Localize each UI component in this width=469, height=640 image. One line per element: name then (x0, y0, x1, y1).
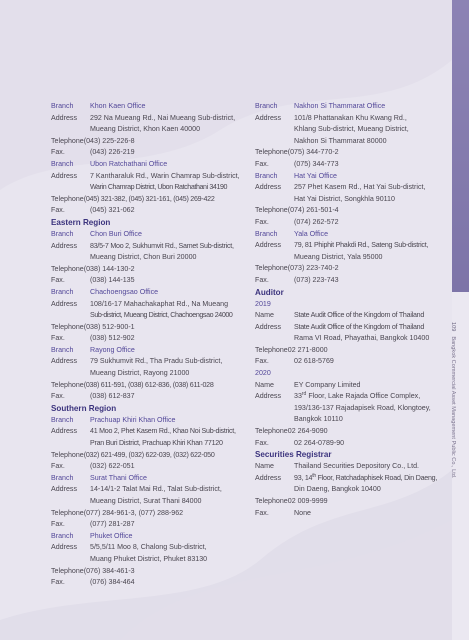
branch-name: Chachoengsao Office (90, 287, 159, 296)
telephone-row (255, 147, 447, 159)
name-row (255, 461, 447, 473)
address-label: Address (255, 392, 282, 401)
address-line: Khlang Sub-district, Mueang District, (294, 125, 409, 134)
telephone-value: (043) 225-226-8 (83, 136, 135, 145)
address-line: 193/136-137 Rajadapisek Road, Klongtoey, (294, 403, 431, 412)
telephone-row (51, 380, 248, 392)
branch-label: Branch (51, 287, 74, 296)
address-line: 41 Moo 2, Phet Kasem Rd., Khao Noi Sub-district, (90, 427, 236, 436)
branch-name: Ubon Ratchathani Office (90, 159, 168, 168)
address-row (51, 171, 248, 183)
fax-value: (073) 223-743 (294, 275, 339, 284)
address-row (51, 368, 248, 380)
address-line: Mueang District, Yala 95000 (294, 252, 383, 261)
telephone-label: Telephone (255, 427, 288, 436)
address-row (51, 252, 248, 264)
address-row (51, 554, 248, 566)
telephone-row (51, 264, 248, 276)
branch-name: Surat Thani Office (90, 473, 147, 482)
address-line: Nakhon Si Thammarat 80000 (294, 136, 387, 145)
telephone-label: Telephone (51, 194, 84, 203)
branch-row (51, 101, 248, 113)
address-row (51, 299, 248, 311)
address-label: Address (51, 357, 78, 366)
address-text: Floor, Lake Rajada Office Complex, (306, 392, 421, 401)
address-line: 79, 81 Phiphit Phakdi Rd., Sateng Sub-district, (294, 241, 429, 250)
telephone-label: Telephone (51, 322, 84, 331)
address-line: Mueang District, Rayong 21000 (90, 369, 190, 378)
telephone-label: Telephone (51, 264, 84, 273)
telephone-value: 02 264-9090 (287, 427, 328, 436)
telephone-value: (073) 223-740-2 (287, 264, 339, 273)
address-line: 83/5-7 Moo 2, Sukhumvit Rd., Samet Sub-district, (90, 241, 234, 250)
fax-label: Fax. (255, 508, 269, 517)
name-row (255, 310, 447, 322)
company-name: Bangkok Commercial Asset Management Public Co., Ltd. (450, 336, 456, 479)
branch-name: Chon Buri Office (90, 229, 142, 238)
address-line: Mueang District, Surat Thani 84000 (90, 497, 202, 505)
address-line: Hat Yai District, Songkhla 90110 (294, 194, 395, 203)
address-line: 292 Na Mueang Rd., Nai Mueang Sub-district, (90, 113, 236, 122)
address-row (255, 333, 447, 345)
address-line: Warin Chamrap District, Ubon Ratchathani 34190 (90, 183, 228, 192)
telephone-row (51, 322, 248, 334)
telephone-label: Telephone (255, 345, 288, 354)
address-row (255, 403, 447, 415)
address-label: Address (51, 485, 78, 494)
telephone-label: Telephone (255, 264, 288, 273)
fax-row (51, 577, 248, 589)
address-label: Address (255, 183, 282, 192)
telephone-label: Telephone (255, 497, 288, 505)
fax-label: Fax. (51, 334, 65, 343)
address-line: Pran Buri District, Prachuap Khiri Khan 77120 (90, 439, 223, 448)
address-label: Address (51, 113, 78, 122)
fax-value: (038) 612-837 (90, 392, 135, 401)
address-row (255, 136, 447, 148)
fax-value: (076) 384-464 (90, 578, 135, 587)
address-label: Address (255, 241, 282, 250)
branch-row (51, 415, 248, 427)
branch-row (255, 171, 447, 183)
address-label: Address (51, 543, 78, 552)
branch-row (255, 229, 447, 241)
fax-label: Fax. (51, 578, 65, 587)
address-row (51, 182, 248, 194)
telephone-label: Telephone (51, 508, 84, 517)
telephone-value: (076) 384-461-3 (83, 566, 135, 575)
address-line: Din Daeng, Bangkok 10400 (294, 485, 381, 494)
branch-row (51, 287, 248, 299)
branch-name: Prachuap Khiri Khan Office (90, 415, 176, 424)
branch-row (255, 101, 447, 113)
telephone-label: Telephone (51, 450, 84, 459)
address-line: 257 Phet Kasem Rd., Hat Yai Sub-district, (294, 183, 426, 192)
branch-name: Yala Office (294, 229, 329, 238)
branch-label: Branch (51, 473, 74, 482)
fax-row (51, 461, 248, 473)
fax-value: (074) 262-572 (294, 217, 339, 226)
address-row (255, 473, 447, 485)
address-text: Floor, Ratchadaphisek Road, Din Daeng, (315, 473, 438, 482)
name-value: EY Company Limited (294, 380, 361, 389)
address-line: Mueang District, Khon Kaen 40000 (90, 125, 201, 134)
fax-label: Fax. (255, 438, 269, 447)
year-label: 2019 (255, 299, 271, 308)
telephone-row (51, 450, 248, 462)
branch-name: Hat Yai Office (294, 171, 337, 180)
fax-label: Fax. (51, 392, 65, 401)
fax-row (51, 391, 248, 403)
fax-row (255, 159, 447, 171)
address-label: Address (51, 427, 78, 436)
branch-name: Nakhon Si Thammarat Office (294, 102, 386, 110)
address-row (51, 241, 248, 253)
address-line (294, 391, 447, 403)
address-row (51, 426, 248, 438)
side-page-label (450, 322, 456, 478)
telephone-row (255, 205, 447, 217)
fax-value: None (294, 508, 311, 517)
address-line: 14-14/1-2 Talat Mai Rd., Talat Sub-district, (90, 485, 222, 494)
year-label: 2020 (255, 369, 271, 378)
address-line: Mueang District, Chon Buri 20000 (90, 253, 197, 262)
address-row (255, 240, 447, 252)
region-heading: Eastern Region (51, 217, 111, 227)
fax-label: Fax. (51, 206, 65, 215)
branch-row (51, 531, 248, 543)
address-line: Rama VI Road, Phayathai, Bangkok 10400 (294, 334, 430, 343)
address-line: Sub-district, Mueang District, Chachoengsao 24000 (90, 311, 233, 320)
fax-label: Fax. (51, 276, 65, 285)
telephone-row (255, 263, 447, 275)
branch-label: Branch (51, 345, 74, 354)
telephone-value: (075) 344-770-2 (287, 148, 339, 157)
region-heading: Southern Region (51, 403, 117, 413)
name-label: Name (255, 380, 274, 389)
address-line: 108/16-17 Mahachakaphat Rd., Na Mueang (90, 299, 229, 308)
telephone-value: (074) 261-501-4 (287, 206, 339, 215)
telephone-label: Telephone (51, 566, 84, 575)
telephone-value: 02 009-9999 (287, 497, 328, 505)
telephone-row (51, 508, 248, 520)
telephone-value: (032) 621-499, (032) 622-039, (032) 622-050 (83, 450, 215, 459)
telephone-value: (038) 144-130-2 (83, 264, 135, 273)
branch-name: Khon Kaen Office (90, 102, 146, 110)
floor-number: 93, 14 (294, 473, 313, 482)
address-label: Address (255, 322, 282, 331)
ordinal-suffix: rd (301, 391, 307, 398)
fax-value: (038) 144-135 (90, 276, 135, 285)
address-label: Address (255, 113, 282, 122)
telephone-row (51, 136, 248, 148)
address-row (255, 194, 447, 206)
address-row (51, 496, 248, 508)
telephone-value: (038) 611-591, (038) 612-836, (038) 611-028 (83, 380, 214, 389)
telephone-row (255, 345, 447, 357)
telephone-value: (045) 321-382, (045) 321-161, (045) 269-422 (83, 194, 215, 203)
branch-label: Branch (51, 229, 74, 238)
ordinal-suffix: th (312, 472, 316, 479)
address-line: Bangkok 10110 (294, 415, 343, 424)
address-row (51, 542, 248, 554)
address-row (51, 438, 248, 450)
branch-name: Phuket Office (90, 531, 133, 540)
branch-label: Branch (51, 102, 74, 110)
fax-value: (032) 622-051 (90, 462, 135, 471)
name-label: Name (255, 462, 274, 471)
address-line: 5/5,5/11 Moo 8, Chalong Sub-district, (90, 543, 207, 552)
address-row (255, 391, 447, 403)
fax-row (51, 275, 248, 287)
branch-label: Branch (255, 171, 278, 180)
address-label: Address (51, 299, 78, 308)
fax-row (51, 147, 248, 159)
name-label: Name (255, 311, 274, 320)
branch-row (51, 473, 248, 485)
branch-label: Branch (255, 229, 278, 238)
branch-label: Branch (51, 159, 74, 168)
address-row (51, 484, 248, 496)
fax-row (255, 356, 447, 368)
fax-value: (077) 281-287 (90, 520, 135, 529)
telephone-row (51, 566, 248, 578)
auditor-heading: Auditor (255, 287, 284, 297)
branch-row (51, 159, 248, 171)
name-value: Thailand Securities Depository Co., Ltd. (294, 462, 419, 471)
fax-value: 02 618-5769 (294, 357, 334, 366)
fax-value: (043) 226-219 (90, 148, 135, 157)
left-column (51, 101, 248, 589)
fax-label: Fax. (255, 217, 269, 226)
fax-label: Fax. (255, 357, 269, 366)
address-line: Muang Phuket District, Phuket 83130 (90, 554, 208, 563)
fax-value: (038) 512-902 (90, 334, 135, 343)
telephone-row (255, 496, 447, 508)
floor-number: 33 (294, 392, 302, 401)
fax-row (255, 438, 447, 450)
page-number: 109 (450, 322, 456, 332)
telephone-value: (077) 284-961-3, (077) 288-962 (83, 508, 184, 517)
address-row (51, 124, 248, 136)
fax-row (51, 333, 248, 345)
fax-label: Fax. (51, 520, 65, 529)
telephone-label: Telephone (255, 148, 288, 157)
address-label: Address (51, 171, 78, 180)
telephone-label: Telephone (51, 136, 84, 145)
telephone-label: Telephone (51, 380, 84, 389)
address-row (51, 113, 248, 125)
fax-label: Fax. (51, 462, 65, 471)
fax-value: 02 264-0789-90 (294, 438, 345, 447)
telephone-value: (038) 512-900-1 (83, 322, 135, 331)
address-row (51, 310, 248, 322)
branch-row (51, 229, 248, 241)
branch-label: Branch (51, 531, 74, 540)
fax-row (255, 217, 447, 229)
telephone-row (255, 426, 447, 438)
branch-label: Branch (255, 102, 278, 110)
fax-value: (045) 321-062 (90, 206, 135, 215)
address-row (255, 252, 447, 264)
address-row (255, 322, 447, 334)
address-row (255, 113, 447, 125)
address-label: Address (255, 473, 282, 482)
telephone-label: Telephone (255, 206, 288, 215)
telephone-value: 02 271-8000 (287, 345, 328, 354)
fax-value: (075) 344-773 (294, 159, 339, 168)
address-line: 7 Kantharaluk Rd., Warin Chamrap Sub-district, (90, 171, 240, 180)
telephone-row (51, 194, 248, 206)
address-row (255, 182, 447, 194)
address-row (255, 484, 447, 496)
fax-row (51, 205, 248, 217)
address-label: Address (51, 241, 78, 250)
address-line: State Audit Office of the Kingdom of Thailand (294, 322, 425, 331)
branch-row (51, 345, 248, 357)
fax-row (51, 519, 248, 531)
name-row (255, 380, 447, 392)
right-column (255, 101, 447, 519)
branch-name: Rayong Office (90, 345, 135, 354)
address-line: 101/8 Phattanakan Khu Kwang Rd., (294, 113, 407, 122)
address-line (294, 473, 447, 485)
fax-row (255, 508, 447, 520)
side-tab-accent (452, 0, 469, 292)
fax-label: Fax. (255, 275, 269, 284)
address-row (255, 414, 447, 426)
name-value: State Audit Office of the Kingdom of Thailand (294, 311, 425, 320)
fax-row (255, 275, 447, 287)
address-line: 79 Sukhumvit Rd., Tha Pradu Sub-district, (90, 357, 223, 366)
branch-label: Branch (51, 415, 74, 424)
registrar-heading: Securities Registrar (255, 450, 332, 460)
address-row (51, 356, 248, 368)
fax-label: Fax. (255, 159, 269, 168)
fax-label: Fax. (51, 148, 65, 157)
address-row (255, 124, 447, 136)
